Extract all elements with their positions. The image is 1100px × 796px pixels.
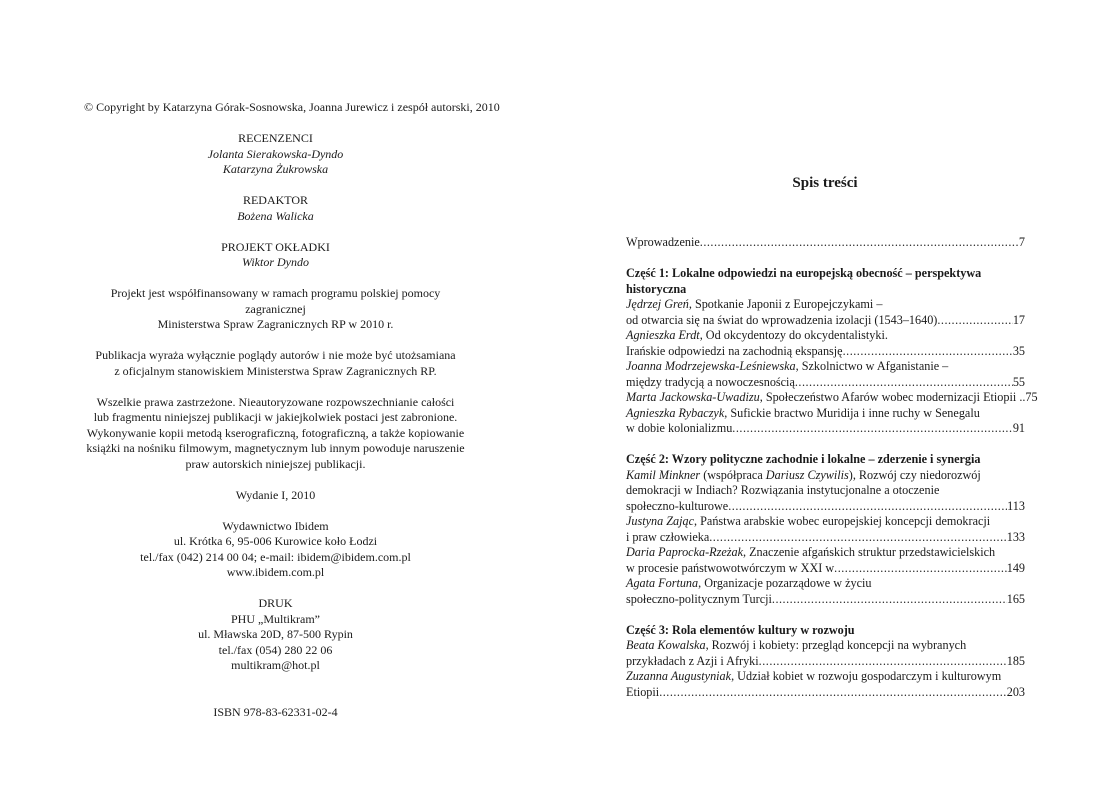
- printer-address: ul. Mławska 20D, 87-500 Rypin: [198, 627, 353, 641]
- entry-author: Daria Paprocka-Rzeżak: [626, 545, 743, 559]
- printer-name: PHU „Multikram”: [231, 611, 320, 626]
- entry-author: Kamil Minkner: [626, 467, 701, 482]
- entry-author: Justyna Zając: [626, 514, 695, 528]
- toc-entry: Daria Paprocka-Rzeżak, Znaczenie afgańskich struktur przedstawicielskich: [626, 545, 996, 559]
- toc-entry: Marta Jackowska-Uwadizu, Społeczeństwo Afarów wobec modernizacji Etiopii ..75: [626, 390, 1038, 404]
- rights-line: praw autorskich niniejszej publikacji.: [185, 456, 366, 471]
- editor-section: [84, 193, 467, 224]
- publisher-address: ul. Krótka 6, 95-006 Kurowice koło Łodzi: [173, 534, 378, 548]
- funding-note: [84, 286, 467, 333]
- publisher-name: Wydawnictwo Ibidem: [222, 518, 329, 533]
- toc-entry: Agata Fortuna, Organizacje pozarządowe w życiu: [626, 576, 872, 590]
- entry-author: Marta Jackowska-Uwadizu: [626, 390, 760, 404]
- isbn: ISBN 978-83-62331-02-4: [213, 704, 338, 719]
- toc-title: Spis treści: [792, 175, 858, 191]
- reviewers-heading: RECENZENCI: [238, 131, 313, 145]
- toc-entry-line: Etiopii ..... 203: [626, 685, 1025, 701]
- page-number: 185: [1006, 653, 1025, 668]
- toc-entry-line: społeczno-politycznym Turcji ..... 165: [626, 592, 1025, 608]
- cover-designer-name: Wiktor Dyndo: [242, 255, 309, 269]
- page-number: 203: [1006, 684, 1025, 699]
- toc-entry: Jędrzej Greń, Spotkanie Japonii z Europejczykami –: [626, 297, 883, 311]
- toc-entry: Agnieszka Rybaczyk, Sufickie bractwo Muridija i inne ruchy w Senegalu: [626, 405, 980, 420]
- entry-author: Joanna Modrzejewska-Leśniewska: [626, 359, 796, 373]
- page-number: 7: [1018, 235, 1025, 249]
- toc-entry: Beata Kowalska, Rozwój i kobiety: przegląd koncepcji na wybranych: [626, 638, 967, 652]
- toc-entry-line: społeczno-kulturowe ..... 113: [626, 499, 1025, 515]
- rights-line: książki na nośniku filmowym, magnetycznym lub innym powoduje naruszenie: [86, 441, 465, 455]
- printer-phone: tel./fax (054) 280 22 06: [218, 642, 333, 657]
- part-1-title-cont: historyczna: [626, 281, 687, 296]
- part-2-title: Część 2: Wzory polityczne zachodnie i lokalne – zderzenie i synergia: [626, 452, 981, 466]
- rights-line: Wszelkie prawa zastrzeżone. Nieautoryzowane rozpowszechnianie całości: [96, 394, 455, 409]
- page-number: 91: [1012, 421, 1025, 435]
- toc-entry-line: Irańskie odpowiedzi na zachodnią ekspansję ..... 35: [626, 344, 1025, 360]
- entry-coauthor: Dariusz Czywilis: [765, 467, 849, 482]
- part-1-title: Część 1: Lokalne odpowiedzi na europejską obecność – perspektywa: [626, 266, 982, 280]
- page-number: 149: [1006, 560, 1025, 575]
- edition-line: Wydanie I, 2010: [235, 487, 316, 502]
- page-number: ..75: [1019, 390, 1038, 404]
- table-of-contents: [626, 235, 1038, 700]
- disclaimer-line: z oficjalnym stanowiskiem Ministerstwa Spraw Zagranicznych RP.: [114, 363, 437, 378]
- rights-line: Wykonywanie kopii metodą kserograficzną, fotograficzną, a także kopiowanie: [86, 425, 465, 440]
- contents-page: [550, 0, 1100, 796]
- toc-entry-line: w dobie kolonializmu ..... 91: [626, 421, 1025, 437]
- page-number: 17: [1012, 312, 1025, 327]
- rights-note: [84, 395, 467, 473]
- entry-author: Agnieszka Erdt: [626, 328, 700, 342]
- printer-email: multikram@hot.pl: [231, 658, 320, 672]
- page-number: 113: [1007, 498, 1025, 513]
- toc-entry: Joanna Modrzejewska-Leśniewska, Szkolnictwo w Afganistanie –: [626, 359, 949, 373]
- publisher-section: [84, 519, 467, 581]
- funding-line: Projekt jest współfinansowany w ramach programu polskiej pomocy zagranicznej: [110, 286, 441, 316]
- page-number: 55: [1012, 374, 1025, 389]
- toc-entry: Zuzanna Augustyniak, Udział kobiet w rozwoju gospodarczym i kulturowym: [626, 669, 1002, 683]
- cover-heading: PROJEKT OKŁADKI: [221, 239, 330, 254]
- entry-author: Agnieszka Rybaczyk: [626, 405, 725, 420]
- toc-entry: Kamil Minkner (współpraca Dariusz Czywilis), Rozwój czy niedorozwój: [626, 467, 981, 482]
- entry-author: Jędrzej Greń: [626, 297, 689, 311]
- toc-entry: Justyna Zając, Państwa arabskie wobec europejskiej koncepcji demokracji: [626, 514, 991, 528]
- disclaimer-note: [84, 348, 467, 379]
- editor-name: Bożena Walicka: [237, 208, 314, 223]
- imprint-block: [84, 100, 500, 720]
- entry-author: Zuzanna Augustyniak: [626, 669, 732, 683]
- reviewer-name: Jolanta Sierakowska-Dyndo: [207, 146, 344, 161]
- reviewers-section: [84, 131, 467, 178]
- entry-author: Beata Kowalska: [626, 638, 706, 652]
- part-3-title: Część 3: Rola elementów kultury w rozwoju: [626, 622, 855, 637]
- reviewer-name: Katarzyna Żukrowska: [222, 162, 329, 176]
- publisher-website: www.ibidem.com.pl: [226, 565, 325, 579]
- toc-entry-line: i praw człowieka ..... 133: [626, 530, 1025, 546]
- editor-heading: REDAKTOR: [242, 193, 309, 207]
- entry-author: Agata Fortuna: [626, 576, 699, 590]
- toc-entry-introduction: Wprowadzenie ..... 7: [626, 235, 1025, 251]
- rights-line: lub fragmentu niniejszej publikacji w jakiejkolwiek postaci jest zabronione.: [93, 410, 458, 424]
- toc-entry-line: od otwarcia się na świat do wprowadzenia izolacji (1543–1640) ..... 17: [626, 313, 1025, 329]
- publisher-contact: tel./fax (042) 214 00 04; e-mail: ibidem@ibidem.com.pl: [140, 549, 411, 564]
- page-number: 133: [1006, 529, 1025, 544]
- funding-line: Ministerstwa Spraw Zagranicznych RP w 2010 r.: [157, 317, 394, 331]
- cover-section: [84, 240, 467, 271]
- page-number: 165: [1006, 591, 1025, 606]
- copyright-notice: © Copyright by Katarzyna Górak-Sosnowska, Joanna Jurewicz i zespół autorski, 2010: [84, 100, 500, 114]
- toc-entry-line: przykładach z Azji i Afryki ..... 185: [626, 654, 1025, 670]
- toc-entry-line: demokracji w Indiach? Rozwiązania instytucjonalne a otoczenie: [626, 483, 940, 497]
- page-number: 35: [1012, 343, 1025, 358]
- printer-section: [84, 596, 467, 674]
- toc-entry-line: między tradycją a nowoczesnością ..... 55: [626, 375, 1025, 391]
- print-heading: DRUK: [258, 596, 293, 610]
- toc-entry-line: w procesie państwowotwórczym w XXI w ..... 149: [626, 561, 1025, 577]
- toc-entry: Agnieszka Erdt, Od okcydentozy do okcydentalistyki.: [626, 328, 888, 342]
- disclaimer-line: Publikacja wyraża wyłącznie poglądy autorów i nie może być utożsamiana: [95, 348, 456, 362]
